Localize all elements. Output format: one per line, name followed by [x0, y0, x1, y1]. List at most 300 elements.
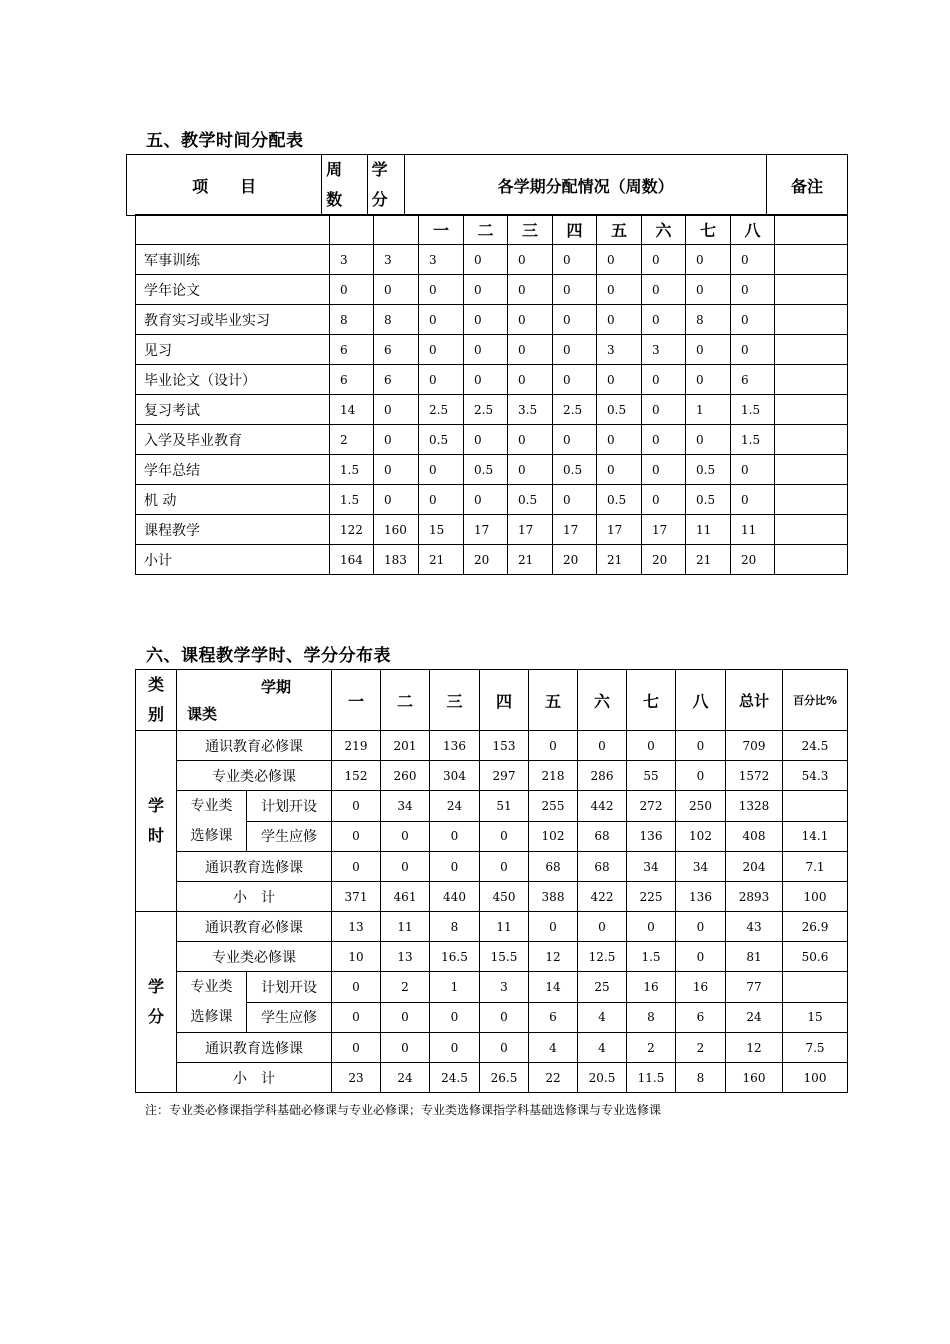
- semester-value: 0: [332, 1002, 381, 1033]
- semester-value: 0: [642, 245, 686, 275]
- semester-value: 0: [553, 305, 597, 335]
- semester-value: 25: [578, 972, 627, 1003]
- semester-value: 21: [686, 545, 731, 575]
- table-row: [136, 1063, 848, 1093]
- semester-value: 0: [419, 305, 464, 335]
- semester-value: 0: [508, 245, 553, 275]
- semester-value: 0: [419, 455, 464, 485]
- header-row: [136, 670, 848, 731]
- semester-value: 0: [686, 365, 731, 395]
- weeks-value: 8: [330, 305, 374, 335]
- semester-value: 0: [676, 731, 726, 761]
- semester-value: 2.5: [419, 395, 464, 425]
- semester-value: 0: [381, 852, 430, 882]
- row-label: 小 计: [177, 1063, 332, 1093]
- blank-cell: [136, 215, 330, 245]
- semester-value: 0: [731, 335, 775, 365]
- percent-value: 15: [783, 1002, 848, 1033]
- semester-value: 0: [464, 275, 508, 305]
- credits-value: 0: [374, 425, 419, 455]
- semester-value: 0: [676, 912, 726, 942]
- semester-value: 0: [642, 395, 686, 425]
- semester-value: 0: [508, 455, 553, 485]
- credits-value: 6: [374, 365, 419, 395]
- semester-value: 0: [508, 275, 553, 305]
- credits-value: 183: [374, 545, 419, 575]
- semester-value: 0: [597, 275, 642, 305]
- header-course: 课类: [187, 705, 218, 723]
- semester-value: 1.5: [731, 425, 775, 455]
- semester-value: 14: [529, 972, 578, 1003]
- semester-value: 0: [529, 912, 578, 942]
- semester-value: 12: [529, 942, 578, 972]
- semester-value: 0: [553, 425, 597, 455]
- semester-value: 2: [627, 1033, 676, 1063]
- semester-header: 六: [642, 215, 686, 245]
- weeks-value: 6: [330, 335, 374, 365]
- semester-value: 10: [332, 942, 381, 972]
- blank-cell: [374, 215, 419, 245]
- credits-value: 3: [374, 245, 419, 275]
- credits-value: 8: [374, 305, 419, 335]
- semester-value: 0: [430, 1002, 480, 1033]
- semester-value: 0: [430, 852, 480, 882]
- semester-value: 34: [676, 852, 726, 882]
- semester-header: 三: [430, 670, 480, 731]
- semester-value: 16.5: [430, 942, 480, 972]
- semester-value: 0: [419, 365, 464, 395]
- semester-value: 17: [553, 515, 597, 545]
- row-label: 专业类必修课: [177, 942, 332, 972]
- weeks-value: 164: [330, 545, 374, 575]
- semester-value: 12.5: [578, 942, 627, 972]
- semester-value: 442: [578, 791, 627, 822]
- semester-header: 五: [529, 670, 578, 731]
- semester-value: 4: [529, 1033, 578, 1063]
- semester-value: 136: [627, 821, 676, 852]
- elective-group-label: 专业类 选修课: [177, 972, 247, 1033]
- semester-value: 0: [686, 335, 731, 365]
- semester-header: 七: [627, 670, 676, 731]
- semester-value: 0: [686, 425, 731, 455]
- semester-value: 0: [676, 942, 726, 972]
- percent-value: 24.5: [783, 731, 848, 761]
- semester-value: 0.5: [686, 455, 731, 485]
- semester-value: 136: [430, 731, 480, 761]
- semester-value: 388: [529, 882, 578, 912]
- semester-value: 20: [553, 545, 597, 575]
- weeks-value: 1.5: [330, 485, 374, 515]
- semester-value: 0: [464, 365, 508, 395]
- semester-value: 0: [381, 821, 430, 852]
- semester-value: 51: [480, 791, 529, 822]
- percent-value: 7.1: [783, 852, 848, 882]
- table-row: [136, 245, 848, 275]
- semester-value: 1: [430, 972, 480, 1003]
- semester-value: 15: [419, 515, 464, 545]
- row-label: 课程教学: [136, 515, 330, 545]
- total-value: 2893: [726, 882, 783, 912]
- table-row: [136, 882, 848, 912]
- total-value: 1572: [726, 761, 783, 791]
- semester-value: 0: [419, 335, 464, 365]
- total-value: 204: [726, 852, 783, 882]
- semester-value: 0.5: [553, 455, 597, 485]
- semester-value: 0: [642, 275, 686, 305]
- credits-value: 0: [374, 275, 419, 305]
- semester-value: 0: [381, 1033, 430, 1063]
- total-value: 408: [726, 821, 783, 852]
- semester-value: 0: [597, 245, 642, 275]
- semester-value: 21: [508, 545, 553, 575]
- semester-value: 0: [642, 365, 686, 395]
- weeks-value: 6: [330, 365, 374, 395]
- semester-value: 0: [553, 485, 597, 515]
- semester-header: 二: [464, 215, 508, 245]
- row-label: 计划开设: [247, 791, 332, 822]
- semester-value: 102: [676, 821, 726, 852]
- semester-value: 16: [676, 972, 726, 1003]
- semester-value: 0: [553, 275, 597, 305]
- semester-value: 17: [464, 515, 508, 545]
- section6-title: 六、课程教学学时、学分分布表: [146, 646, 391, 666]
- semester-value: 0: [642, 455, 686, 485]
- semester-value: 0: [381, 1002, 430, 1033]
- remarks-cell: [775, 545, 848, 575]
- total-value: 24: [726, 1002, 783, 1033]
- semester-value: 0: [597, 305, 642, 335]
- credits-value: 160: [374, 515, 419, 545]
- remarks-cell: [775, 275, 848, 305]
- semester-value: 152: [332, 761, 381, 791]
- weeks-value: 14: [330, 395, 374, 425]
- semester-value: 0: [597, 425, 642, 455]
- semester-value: 440: [430, 882, 480, 912]
- percent-value: 50.6: [783, 942, 848, 972]
- table-row: [136, 731, 848, 761]
- row-label: 计划开设: [247, 972, 332, 1003]
- semester-value: 0: [731, 485, 775, 515]
- total-value: 12: [726, 1033, 783, 1063]
- semester-value: 17: [597, 515, 642, 545]
- row-label: 小计: [136, 545, 330, 575]
- percent-value: [783, 791, 848, 822]
- semester-value: 23: [332, 1063, 381, 1093]
- semester-value: 0: [419, 485, 464, 515]
- semester-value: 255: [529, 791, 578, 822]
- table-row: [136, 545, 848, 575]
- semester-value: 250: [676, 791, 726, 822]
- semester-value: 0: [480, 821, 529, 852]
- table-row: [136, 395, 848, 425]
- semester-value: 0: [731, 455, 775, 485]
- section5-title: 五、教学时间分配表: [146, 131, 304, 151]
- semester-value: 0: [464, 425, 508, 455]
- header-item: 项 目: [127, 155, 322, 216]
- semester-value: 0: [508, 365, 553, 395]
- semester-value: 55: [627, 761, 676, 791]
- table-row: [136, 972, 848, 1003]
- semester-value: 0: [464, 335, 508, 365]
- percent-value: 100: [783, 882, 848, 912]
- semester-value: 8: [686, 305, 731, 335]
- semester-value: 0: [731, 245, 775, 275]
- semester-value: 0: [676, 761, 726, 791]
- weeks-value: 0: [330, 275, 374, 305]
- semester-header: 八: [676, 670, 726, 731]
- semester-value: 2.5: [553, 395, 597, 425]
- row-label: 入学及毕业教育: [136, 425, 330, 455]
- blank-cell: [775, 215, 848, 245]
- table-row: [136, 912, 848, 942]
- semester-value: 20: [464, 545, 508, 575]
- semester-value: 0: [480, 1002, 529, 1033]
- semester-value: 0: [508, 425, 553, 455]
- header-category: 类 别: [136, 670, 177, 731]
- percent-value: 100: [783, 1063, 848, 1093]
- semester-value: 3: [642, 335, 686, 365]
- semester-value: 0: [642, 305, 686, 335]
- table-row: [136, 485, 848, 515]
- row-label: 专业类必修课: [177, 761, 332, 791]
- semester-value: 13: [381, 942, 430, 972]
- semester-value: 0: [553, 365, 597, 395]
- semester-value: 297: [480, 761, 529, 791]
- semester-value: 0.5: [419, 425, 464, 455]
- semester-value: 22: [529, 1063, 578, 1093]
- semester-value: 0: [430, 1033, 480, 1063]
- semester-value: 8: [627, 1002, 676, 1033]
- remarks-cell: [775, 245, 848, 275]
- semester-value: 26.5: [480, 1063, 529, 1093]
- weeks-value: 2: [330, 425, 374, 455]
- semester-value: 17: [642, 515, 686, 545]
- table-row: [136, 761, 848, 791]
- table-row: [136, 455, 848, 485]
- time-allocation-header: [126, 154, 848, 216]
- header-total: 总计: [726, 670, 783, 731]
- semester-header: 八: [731, 215, 775, 245]
- total-value: 81: [726, 942, 783, 972]
- semester-value: 0: [332, 972, 381, 1003]
- semester-value: 0: [332, 852, 381, 882]
- total-value: 1328: [726, 791, 783, 822]
- row-label: 通识教育选修课: [177, 1033, 332, 1063]
- semester-value: 3: [597, 335, 642, 365]
- table-row: [136, 425, 848, 455]
- semester-value: 0: [553, 245, 597, 275]
- semester-value: 102: [529, 821, 578, 852]
- row-label: 小 计: [177, 882, 332, 912]
- semester-value: 6: [676, 1002, 726, 1033]
- remarks-cell: [775, 425, 848, 455]
- credits-value: 0: [374, 455, 419, 485]
- remarks-cell: [775, 485, 848, 515]
- semester-value: 0.5: [508, 485, 553, 515]
- semester-value: 0: [529, 731, 578, 761]
- footnote: 注：专业类必修课指学科基础必修课与专业必修课；专业类选修课指学科基础选修课与专业选修课: [145, 1103, 662, 1117]
- row-label: 通识教育选修课: [177, 852, 332, 882]
- semester-value: 68: [529, 852, 578, 882]
- semester-value: 461: [381, 882, 430, 912]
- table-row: [136, 335, 848, 365]
- semester-value: 1: [686, 395, 731, 425]
- semester-value: 0: [627, 731, 676, 761]
- header-remarks: 备注: [767, 155, 848, 216]
- table-row: [136, 515, 848, 545]
- semester-value: 0: [508, 335, 553, 365]
- semester-value: 68: [578, 852, 627, 882]
- semester-value: 0: [597, 455, 642, 485]
- semester-value: 0: [480, 1033, 529, 1063]
- semester-value: 0: [464, 245, 508, 275]
- credits-value: 6: [374, 335, 419, 365]
- row-label: 学生应修: [247, 1002, 332, 1033]
- remarks-cell: [775, 515, 848, 545]
- semester-value: 6: [731, 365, 775, 395]
- row-label: 军事训练: [136, 245, 330, 275]
- semester-value: 21: [419, 545, 464, 575]
- row-label: 教育实习或毕业实习: [136, 305, 330, 335]
- semester-value: 0: [464, 485, 508, 515]
- course-hours-credits-table: [135, 669, 848, 1093]
- semester-header: 四: [553, 215, 597, 245]
- remarks-cell: [775, 365, 848, 395]
- table-row: [136, 791, 848, 822]
- semester-value: 3: [419, 245, 464, 275]
- semester-value: 0.5: [464, 455, 508, 485]
- total-value: 77: [726, 972, 783, 1003]
- credits-value: 0: [374, 485, 419, 515]
- percent-value: 54.3: [783, 761, 848, 791]
- blank-cell: [330, 215, 374, 245]
- semester-header-row: [136, 215, 848, 245]
- remarks-cell: [775, 395, 848, 425]
- remarks-cell: [775, 455, 848, 485]
- semester-header: 三: [508, 215, 553, 245]
- semester-value: 286: [578, 761, 627, 791]
- semester-value: 8: [430, 912, 480, 942]
- semester-value: 0: [642, 425, 686, 455]
- semester-value: 201: [381, 731, 430, 761]
- header-percent: 百分比%: [783, 670, 848, 731]
- row-label: 毕业论文（设计）: [136, 365, 330, 395]
- semester-header: 七: [686, 215, 731, 245]
- semester-value: 260: [381, 761, 430, 791]
- semester-value: 0: [731, 275, 775, 305]
- semester-value: 21: [597, 545, 642, 575]
- semester-value: 3.5: [508, 395, 553, 425]
- header-term-course: [177, 670, 332, 731]
- remarks-cell: [775, 305, 848, 335]
- semester-value: 11: [686, 515, 731, 545]
- semester-value: 3: [480, 972, 529, 1003]
- weeks-value: 3: [330, 245, 374, 275]
- total-value: 160: [726, 1063, 783, 1093]
- header-semester-distribution: 各学期分配情况（周数）: [405, 155, 767, 216]
- semester-value: 11: [480, 912, 529, 942]
- semester-value: 4: [578, 1002, 627, 1033]
- total-value: 709: [726, 731, 783, 761]
- semester-value: 34: [627, 852, 676, 882]
- semester-value: 11.5: [627, 1063, 676, 1093]
- semester-header: 六: [578, 670, 627, 731]
- semester-value: 218: [529, 761, 578, 791]
- weeks-value: 1.5: [330, 455, 374, 485]
- semester-value: 4: [578, 1033, 627, 1063]
- semester-value: 1.5: [627, 942, 676, 972]
- row-label: 通识教育必修课: [177, 912, 332, 942]
- semester-header: 二: [381, 670, 430, 731]
- row-label: 见习: [136, 335, 330, 365]
- table-row: [136, 942, 848, 972]
- table-row: [136, 852, 848, 882]
- semester-value: 371: [332, 882, 381, 912]
- semester-value: 136: [676, 882, 726, 912]
- percent-value: [783, 972, 848, 1003]
- table-row: [136, 305, 848, 335]
- semester-value: 1.5: [731, 395, 775, 425]
- semester-value: 225: [627, 882, 676, 912]
- semester-header: 一: [332, 670, 381, 731]
- row-label: 学生应修: [247, 821, 332, 852]
- semester-value: 17: [508, 515, 553, 545]
- elective-group-label: 专业类 选修课: [177, 791, 247, 852]
- semester-value: 0.5: [597, 485, 642, 515]
- semester-value: 0: [686, 245, 731, 275]
- semester-value: 24.5: [430, 1063, 480, 1093]
- semester-value: 0.5: [686, 485, 731, 515]
- semester-value: 13: [332, 912, 381, 942]
- semester-value: 11: [731, 515, 775, 545]
- credits-value: 0: [374, 395, 419, 425]
- semester-value: 0: [419, 275, 464, 305]
- semester-value: 0: [578, 731, 627, 761]
- semester-value: 2: [676, 1033, 726, 1063]
- row-label: 学年总结: [136, 455, 330, 485]
- semester-value: 2.5: [464, 395, 508, 425]
- semester-value: 153: [480, 731, 529, 761]
- semester-value: 16: [627, 972, 676, 1003]
- semester-value: 2: [381, 972, 430, 1003]
- row-label: 学年论文: [136, 275, 330, 305]
- semester-header: 五: [597, 215, 642, 245]
- time-allocation-table: [135, 214, 848, 575]
- semester-value: 68: [578, 821, 627, 852]
- percent-value: 14.1: [783, 821, 848, 852]
- semester-value: 0.5: [597, 395, 642, 425]
- semester-header: 四: [480, 670, 529, 731]
- percent-value: 26.9: [783, 912, 848, 942]
- semester-value: 6: [529, 1002, 578, 1033]
- semester-value: 0: [430, 821, 480, 852]
- semester-value: 304: [430, 761, 480, 791]
- row-label: 机 动: [136, 485, 330, 515]
- total-value: 43: [726, 912, 783, 942]
- semester-value: 450: [480, 882, 529, 912]
- semester-value: 0: [731, 305, 775, 335]
- semester-value: 20: [642, 545, 686, 575]
- semester-value: 0: [464, 305, 508, 335]
- semester-value: 0: [686, 275, 731, 305]
- semester-value: 0: [480, 852, 529, 882]
- semester-value: 0: [332, 1033, 381, 1063]
- semester-value: 0: [508, 305, 553, 335]
- semester-value: 0: [332, 791, 381, 822]
- semester-value: 24: [381, 1063, 430, 1093]
- percent-value: 7.5: [783, 1033, 848, 1063]
- semester-value: 0: [597, 365, 642, 395]
